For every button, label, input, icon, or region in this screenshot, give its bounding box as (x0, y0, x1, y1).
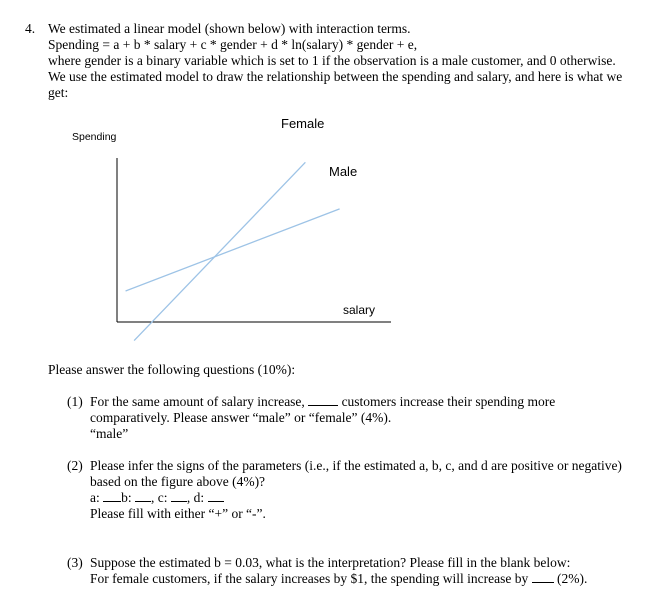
q1-text-before: For the same amount of salary increase, (90, 394, 309, 409)
q3-blank[interactable] (532, 571, 554, 583)
series-line-male (126, 209, 340, 291)
question-number: 4. (25, 21, 36, 36)
model-equation: Spending = a + b * salary + c * gender + d * ln(salary) * gender + e, (48, 37, 418, 52)
q3-text-after: (2%). (553, 571, 588, 586)
q2-d-label: d: (193, 490, 205, 505)
question-intro: We estimated a linear model (shown below) with interaction terms. (48, 21, 411, 36)
legend-label-male: Male (329, 164, 358, 179)
q1-number: (1) (67, 394, 83, 409)
series-line-female (134, 162, 305, 340)
x-axis-label: salary (343, 303, 376, 317)
q1-blank[interactable] (308, 394, 338, 406)
q1-answer: “male” (90, 426, 129, 441)
q2-blanks: a: b: , c: , d: (90, 490, 224, 506)
legend-label-female: Female (281, 116, 325, 131)
q2-a-blank[interactable] (103, 490, 121, 502)
q2-b-blank[interactable] (135, 490, 151, 502)
questions-prompt: Please answer the following questions (10%): (48, 362, 296, 377)
q2-number: (2) (67, 458, 83, 473)
q1-line2: comparatively. Please answer “male” or “female” (4%). (90, 410, 392, 425)
y-axis-label: Spending (72, 131, 117, 143)
figure-intro-line2: get: (48, 85, 69, 100)
figure-intro-line1: We use the estimated model to draw the relationship between the spending and salary, and here is what we (48, 69, 623, 84)
gender-definition: where gender is a binary variable which is set to 1 if the observation is a male customer, and 0 otherwise. (48, 53, 616, 68)
q2-b-label: b: (121, 490, 132, 505)
q3-text-before: For female customers, if the salary increases by $1, the spending will increase by (90, 571, 532, 586)
q3-number: (3) (67, 555, 83, 570)
q2-a-label: a: (90, 490, 100, 505)
q2-fill-note: Please fill with either “+” or “-”. (90, 506, 266, 521)
q3-line2 (90, 571, 587, 587)
q2-c-blank[interactable] (171, 490, 187, 502)
q2-d-blank[interactable] (208, 490, 224, 502)
q3-line1: Suppose the estimated b = 0.03, what is the interpretation? Please fill in the blank below: (90, 555, 571, 570)
q2-c-label: c: (157, 490, 168, 505)
q1-text-after: customers increase their spending more (338, 394, 556, 409)
q1-line1 (90, 394, 555, 410)
q2-line1: Please infer the signs of the parameters (i.e., if the estimated a, b, c, and d are positive or negative) (90, 458, 622, 473)
q2-line2: based on the figure above (4%)? (90, 474, 266, 489)
